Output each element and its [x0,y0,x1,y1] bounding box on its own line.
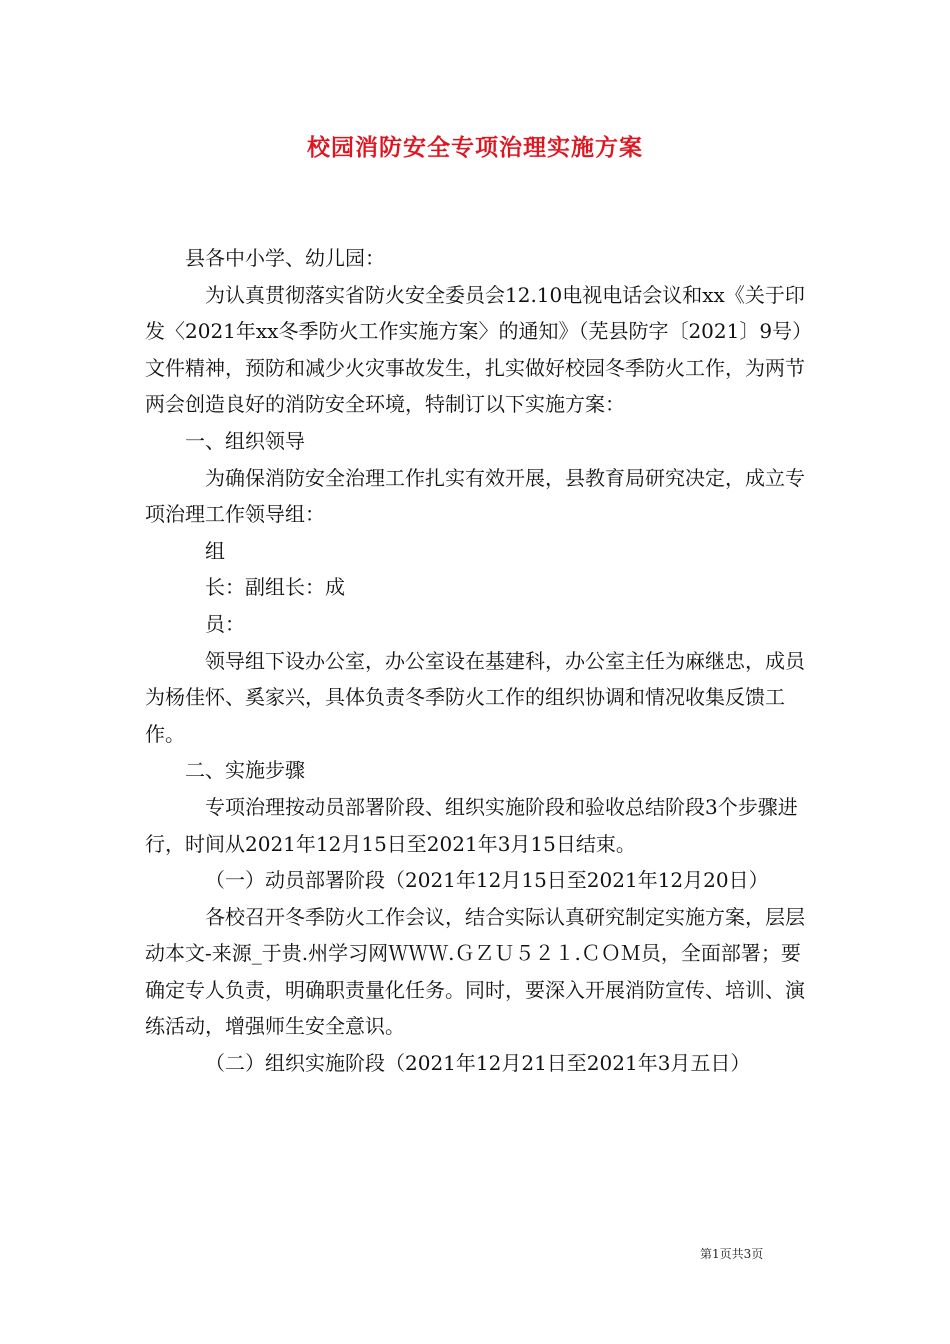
paragraph-phase-one: 各校召开冬季防火工作会议，结合实际认真研究制定实施方案，层层动本文-来源_于贵.州学习网ＷＷＷ.ＧＺＵ５２１.ＣＯＭ员，全面部署；要确定专人负责，明确职责量化任务。同时，要深入开展消防宣传、培训、演练活动，增强师生安全意识。 [145,904,805,1039]
section-heading-organization: 一、组织领导 [185,428,305,453]
paragraph-leader-line2: 长：副组长：成 [205,575,345,600]
paragraph-leader-line1: 组 [205,538,225,563]
section-heading-steps: 二、实施步骤 [185,758,305,783]
paragraph-office: 领导组下设办公室，办公室设在基建科，办公室主任为麻继忠，成员为杨佳怀、奚家兴，具体负责冬季防火工作的组织协调和情况收集反馈工作。 [145,648,805,746]
paragraph-steps: 专项治理按动员部署阶段、组织实施阶段和验收总结阶段3个步骤进行，时间从2021年12月15日至2021年3月15日结束。 [145,794,798,856]
document-body [145,240,815,1082]
paragraph-leader-line3: 员： [205,611,245,636]
paragraph-intro: 为认真贯彻落实省防火安全委员会12.10电视电话会议和xx《关于印发〈2021年xx冬季防火工作实施方案〉的通知》（芜县防字〔2021〕9号）文件精神，预防和减少火灾事故发生，扎实做好校园冬季防火工作，为两节两会创造良好的消防安全环境，特制订以下实施方案： [145,282,813,417]
page-number: 第1页共3页 [700,1247,764,1261]
subheading-phase-two: （二）组织实施阶段（2021年12月21日至2021年3月五日） [205,1051,751,1076]
document-title: 校园消防安全专项治理实施方案 [307,134,643,161]
subheading-phase-one: （一）动员部署阶段（2021年12月15日至2021年12月20日） [205,868,769,893]
paragraph-organization: 为确保消防安全治理工作扎实有效开展，县教育局研究决定，成立专项治理工作领导组： [145,465,805,527]
salutation: 县各中小学、幼儿园： [185,246,385,270]
